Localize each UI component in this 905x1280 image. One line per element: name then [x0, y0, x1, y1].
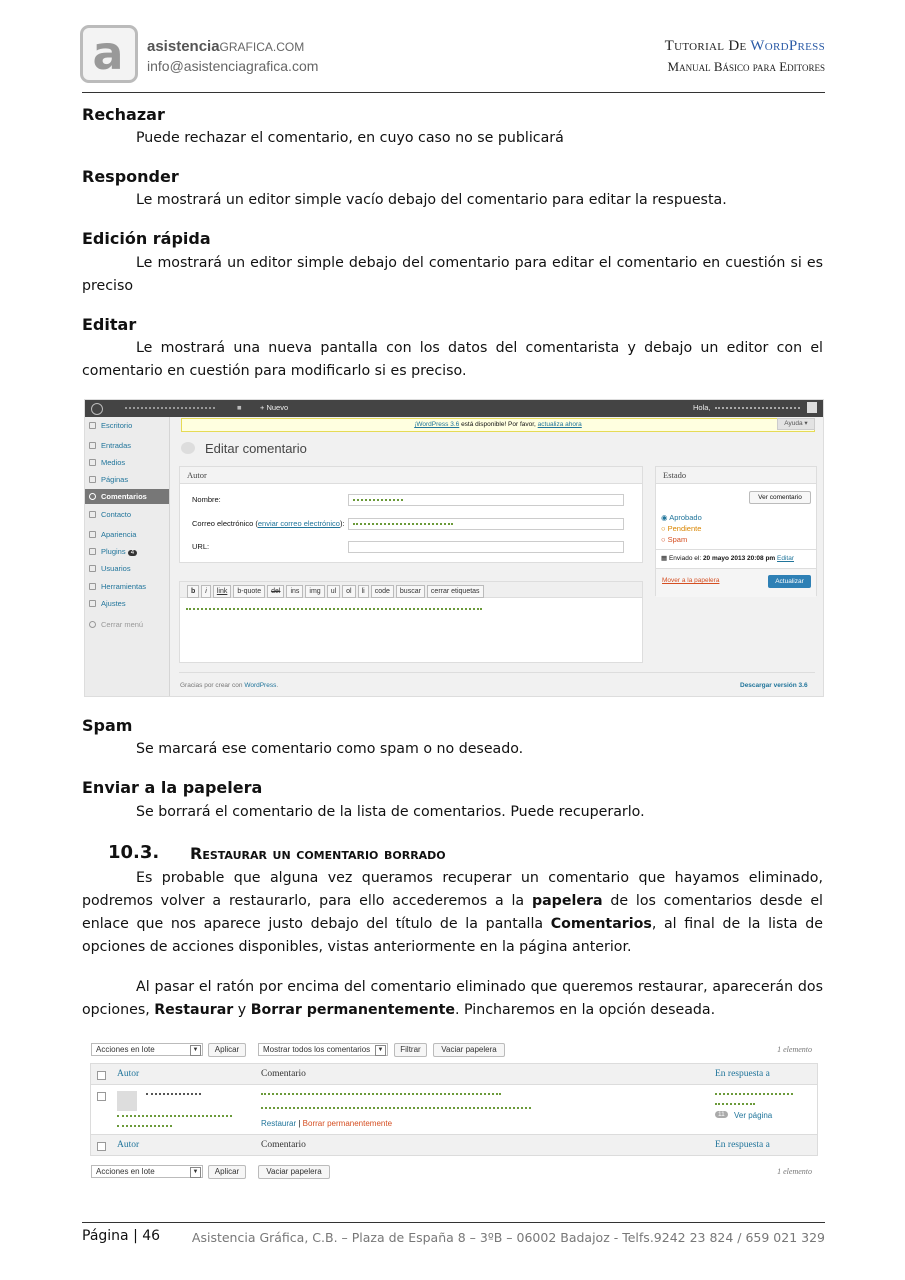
logo-a-icon: a [92, 26, 124, 80]
text-rechazar: Puede rechazar el comentario, en cuyo caso no se publicará [136, 130, 564, 146]
apply-button-bottom[interactable]: Aplicar [208, 1165, 246, 1179]
download-version-link[interactable]: Descargar versión 3.6 [740, 682, 808, 689]
menu-apariencia[interactable]: Apariencia [85, 527, 169, 542]
bulk-actions-select-bottom[interactable]: Acciones en lote ▼ [91, 1165, 203, 1178]
chevron-down-icon: ▼ [190, 1045, 201, 1056]
avatar [117, 1091, 137, 1111]
qt-img[interactable]: img [305, 585, 324, 598]
radio-spam[interactable]: ○ Spam [661, 535, 688, 544]
comments-title-icon [181, 442, 195, 454]
menu-paginas[interactable]: Páginas [85, 472, 169, 487]
col-autor[interactable]: Autor [117, 1069, 140, 1079]
qt-ul[interactable]: ul [327, 585, 340, 598]
radio-approved[interactable]: ◉ Aprobado [661, 513, 702, 522]
response-post-link[interactable] [715, 1093, 793, 1095]
heading-edicion-rapida: Edición rápida [82, 229, 211, 248]
avatar[interactable] [807, 402, 817, 413]
menu-usuarios[interactable]: Usuarios [85, 561, 169, 576]
move-to-trash-link[interactable]: Mover a la papelera [662, 577, 720, 584]
chevron-down-icon: ▼ [375, 1045, 386, 1056]
text-papelera: Se borrará el comentario de la lista de comentarios. Puede recuperarlo. [136, 804, 645, 820]
menu-ajustes[interactable]: Ajustes [85, 596, 169, 611]
author-url[interactable] [117, 1125, 172, 1127]
view-page-link[interactable]: Ver página [734, 1111, 773, 1120]
adminbar-username[interactable] [715, 407, 800, 409]
text-edicion-rapida: Le mostrará un editor simple debajo del comentario para editar el comentario en cuestión si es preciso [82, 255, 823, 294]
qt-b[interactable]: b [187, 585, 199, 598]
menu-medios[interactable]: Medios [85, 455, 169, 470]
qt-i[interactable]: i [201, 585, 211, 598]
table-footer [90, 1134, 818, 1156]
site-name[interactable] [125, 407, 215, 409]
filter-button[interactable]: Filtrar [394, 1043, 427, 1057]
select-all-checkbox-bottom[interactable] [97, 1142, 106, 1151]
screenshot-edit-comment [84, 399, 824, 697]
wordpress-logo-icon[interactable] [91, 403, 103, 415]
qt-cerrar[interactable]: cerrar etiquetas [427, 585, 484, 598]
item-count-top: 1 elemento [777, 1045, 812, 1054]
heading-editar: Editar [82, 315, 137, 334]
menu-comentarios[interactable]: Comentarios [85, 489, 169, 504]
menu-escritorio[interactable]: Escritorio [85, 418, 169, 433]
update-button[interactable]: Actualizar [768, 575, 811, 588]
users-icon [89, 565, 96, 572]
screenshot-trash-list [90, 1040, 820, 1185]
url-input[interactable] [348, 541, 624, 553]
brand-email: info@asistenciagrafica.com [147, 58, 319, 74]
page-number: Página | 46 [82, 1228, 161, 1244]
paragraph-restore-2: Al pasar el ratón por encima del comentario eliminado que queremos restaurar, aparecerán dos opciones, Restaurar y Borrar permanentemente. Pincharemos en la opción deseada. [82, 979, 823, 1018]
settings-icon [89, 600, 96, 607]
comment-icon [89, 493, 96, 500]
label-url: URL: [192, 542, 210, 551]
name-input[interactable] [348, 494, 624, 506]
text-spam: Se marcará ese comentario como spam o no deseado. [136, 741, 524, 757]
heading-papelera: Enviar a la papelera [82, 778, 263, 797]
media-icon [89, 459, 96, 466]
qt-buscar[interactable]: buscar [396, 585, 425, 598]
heading-responder: Responder [82, 167, 179, 186]
heading-spam: Spam [82, 716, 133, 735]
menu-cerrar[interactable]: Cerrar menú [85, 617, 169, 632]
text-editar: Le mostrará una nueva pantalla con los datos del comentarista y debajo un editor con el comentario en cuestión para modificarlo si es preciso. [82, 340, 823, 379]
comments-bubble-icon[interactable]: ■ [237, 403, 242, 412]
menu-contacto[interactable]: Contacto [85, 507, 169, 522]
heading-rechazar: Rechazar [82, 105, 165, 124]
author-box-title: Autor [180, 467, 642, 484]
delete-permanently-link[interactable]: Borrar permanentemente [302, 1119, 393, 1128]
pages-icon [89, 476, 96, 483]
col-comentario: Comentario [261, 1069, 306, 1079]
empty-trash-button-bottom[interactable]: Vaciar papelera [258, 1165, 330, 1179]
comment-type-select[interactable]: Mostrar todos los comentarios ▼ [258, 1043, 388, 1056]
qt-li[interactable]: li [358, 585, 369, 598]
appearance-icon [89, 531, 96, 538]
comment-meta [261, 1093, 501, 1095]
admin-sidebar [85, 417, 170, 697]
status-box-title: Estado [656, 467, 816, 484]
view-comment-button[interactable]: Ver comentario [749, 491, 811, 504]
menu-herramientas[interactable]: Herramientas [85, 579, 169, 594]
plugin-icon [89, 548, 96, 555]
bulk-actions-select-top[interactable]: Acciones en lote ▼ [91, 1043, 203, 1056]
dashboard-icon [89, 422, 96, 429]
edit-date-link[interactable]: Editar [777, 555, 795, 562]
author-name [146, 1093, 201, 1095]
radio-pending[interactable]: ○ Pendiente [661, 524, 702, 533]
footer-company: Asistencia Gráfica, C.B. – Plaza de España 8 – 3ºB – 06002 Badajoz - Telfs.9242 23 824 / 659 021 329 [191, 1230, 825, 1245]
label-email: Correo electrónico (enviar correo electrónico): [192, 519, 345, 528]
doc-subtitle: Manual Básico para Editores [667, 59, 825, 74]
row-checkbox[interactable] [97, 1092, 106, 1101]
status-box [655, 466, 817, 596]
item-count-bottom: 1 elemento [777, 1167, 812, 1176]
comment-count-bubble[interactable]: 11 [715, 1111, 728, 1118]
chevron-down-icon: ▼ [190, 1167, 201, 1178]
label-name: Nombre: [192, 495, 221, 504]
help-tab[interactable]: Ayuda ▾ [777, 418, 815, 430]
qt-ol[interactable]: ol [342, 585, 355, 598]
restore-link[interactable]: Restaurar [261, 1119, 297, 1128]
apply-button-top[interactable]: Aplicar [208, 1043, 246, 1057]
qt-link[interactable]: link [213, 585, 232, 598]
col-respuesta[interactable]: En respuesta a [715, 1069, 770, 1079]
qt-bquote[interactable]: b-quote [233, 585, 265, 598]
qt-del[interactable]: del [267, 585, 284, 598]
collapse-icon [89, 621, 96, 628]
section-title: Restaurar un comentario borrado [190, 844, 446, 863]
qt-code[interactable]: code [371, 585, 394, 598]
tools-icon [89, 583, 96, 590]
paragraph-restore-1: Es probable que alguna vez queramos recuperar un comentario que hayamos eliminado, podremos volver a restaurarlo, para ello accederemos a la papelera de los comentarios desde el enlace que nos aparece justo debajo del título de la pantalla Comentarios, al final de la lista de opciones de acciones disponibles, vistas anteriormente en la página anterior. [82, 870, 823, 955]
wp-footer-thanks: Gracias por crear con WordPress. [180, 682, 279, 689]
col-respuesta-bottom[interactable]: En respuesta a [715, 1140, 770, 1150]
header-rule [82, 92, 825, 93]
qt-ins[interactable]: ins [286, 585, 303, 598]
adminbar-new[interactable]: + Nuevo [260, 403, 289, 412]
plugins-update-badge: 4 [128, 550, 137, 556]
page-title: Editar comentario [205, 441, 307, 456]
comment-body [261, 1107, 531, 1109]
pin-icon [89, 442, 96, 449]
email-input[interactable] [348, 518, 624, 530]
comment-text-area[interactable] [186, 608, 482, 613]
send-email-link[interactable]: enviar correo electrónico [257, 519, 340, 528]
comment-editor [179, 581, 643, 663]
notice-version-link[interactable]: ¡WordPress 3.6 [414, 421, 460, 428]
brand-name: asistenciaGRAFICA.COM [147, 38, 305, 55]
notice-update-link[interactable]: actualiza ahora [537, 421, 582, 428]
author-box [179, 466, 643, 563]
text-responder: Le mostrará un editor simple vacío debajo del comentario para editar la respuesta. [136, 192, 727, 208]
admin-bar [85, 400, 824, 417]
select-all-checkbox[interactable] [97, 1071, 106, 1080]
section-number: 10.3. [108, 842, 160, 863]
table-row[interactable] [90, 1085, 818, 1134]
calendar-icon: ▦ [661, 555, 668, 562]
table-header [90, 1063, 818, 1085]
response-post-link-2[interactable] [715, 1103, 755, 1105]
col-autor-bottom[interactable]: Autor [117, 1140, 140, 1150]
update-notice: ¡WordPress 3.6 está disponible! Por favor, actualiza ahora [181, 418, 815, 432]
contact-icon [89, 511, 96, 518]
author-email[interactable] [117, 1115, 232, 1117]
doc-title: Tutorial De WordPress [664, 38, 825, 54]
submitted-date: ▦ Enviado el: 20 mayo 2013 20:08 pm Editar [661, 555, 795, 562]
adminbar-hello[interactable]: Hola, [693, 403, 711, 412]
footer-wp-link[interactable]: WordPress [244, 682, 277, 689]
empty-trash-button-top[interactable]: Vaciar papelera [433, 1043, 505, 1057]
menu-plugins[interactable]: Plugins 4 [85, 544, 169, 559]
footer-rule [82, 1222, 825, 1223]
col-comentario-bottom: Comentario [261, 1140, 306, 1150]
row-actions: Restaurar | Borrar permanentemente [261, 1119, 393, 1128]
menu-entradas[interactable]: Entradas [85, 438, 169, 453]
quicktags-toolbar [180, 582, 642, 598]
